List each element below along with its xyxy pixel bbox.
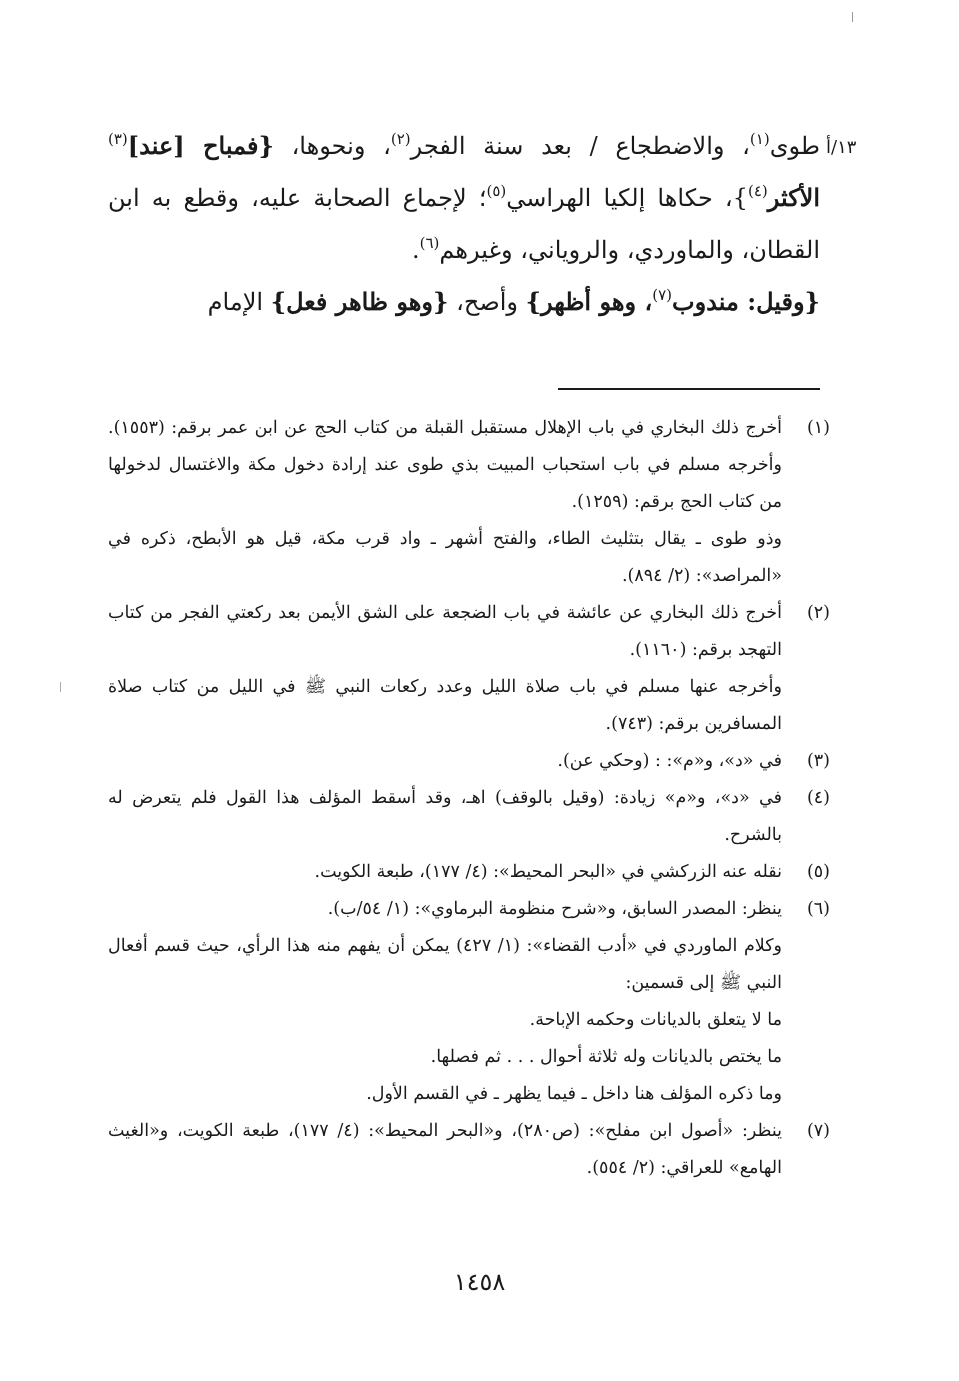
footnote-separator (558, 388, 820, 390)
footnote-paragraph: في «د»، و«م» زيادة: (وقيل بالوقف) اهـ، وقد أسقط المؤلف هذا القول فلم يتعرض له بالشرح. (108, 788, 782, 845)
matn-text: {وقيل: مندوب (671, 287, 820, 316)
footnotes (108, 410, 830, 1187)
text-run: ؛ لإجماع الصحابة عليه، وقطع به ابن القطان، والماوردي، والروياني، وغيرهم (108, 184, 820, 264)
text-run: . (411, 236, 420, 264)
footnote-number: (٦) (806, 899, 830, 919)
footnote-ref[interactable]: (٢) (390, 130, 411, 148)
manuscript-folio-ref: ١٣/أ (826, 137, 857, 158)
footnote (108, 1113, 830, 1187)
footnote-paragraph: وأخرجه عنها مسلم في باب صلاة الليل وعدد ركعات النبي ﷺ في الليل من كتاب صلاة المسافرين برقم: (٧٤٣). (108, 677, 782, 734)
footnote-body (108, 1113, 782, 1187)
footnote-paragraph: وكلام الماوردي في «أدب القضاء»: (١/ ٤٢٧) يمكن أن يفهم منه هذا الرأي، حيث قسم أفعال النبي ﷺ إلى قسمين: (108, 936, 782, 993)
footnote-paragraph: نقله عنه الزركشي في «البحر المحيط»: (٤/ ١٧٧)، طبعة الكويت. (314, 862, 782, 882)
matn-text: {فمباح [عند] (127, 131, 274, 160)
footnote (108, 410, 830, 595)
footnote-body (108, 410, 782, 595)
footnote-number: (٣) (806, 751, 830, 771)
footnote-paragraph: ما يختص بالديانات وله ثلاثة أحوال . . . ثم فصلها. (430, 1047, 782, 1067)
footnote (108, 854, 830, 891)
footnote-body (108, 854, 782, 891)
scan-mark (852, 12, 853, 22)
footnote-ref[interactable]: (٣) (108, 130, 128, 148)
footnote-number: (٤) (806, 788, 830, 808)
footnote-paragraph: وذو طوى ـ يقال بتثليث الطاء، والفتح أشهر ـ واد قرب مكة، قيل هو الأبطح، ذكره في «المراصد»: (٢/ ٨٩٤). (108, 529, 782, 586)
footnote-paragraph: ما لا يتعلق بالديانات وحكمه الإباحة. (529, 1010, 782, 1030)
footnote-paragraph: أخرج ذلك البخاري عن عائشة في باب الضجعة على الشق الأيمن بعد ركعتي الفجر من كتاب التهجد برقم: (١١٦٠). (108, 603, 782, 660)
text-run: ، ونحوها، (273, 132, 391, 160)
footnote-body (108, 595, 782, 743)
footnote-paragraph: ينظر: «أصول ابن مفلح»: (ص٢٨٠)، و«البحر المحيط»: (٤/ ١٧٧)، طبعة الكويت، و«الغيث الهامع» للعراقي: (٢/ ٥٥٤). (108, 1121, 783, 1178)
footnote-number: (١) (806, 418, 830, 438)
footnote-ref[interactable]: (٧) (652, 286, 672, 304)
footnote-ref[interactable]: (٤) (747, 182, 768, 200)
footnote-paragraph: ينظر: المصدر السابق، و«شرح منظومة البرماوي»: (١/ ٥٤/ب). (327, 899, 782, 919)
text-run: طوى (769, 132, 820, 160)
footnote-ref[interactable]: (٥) (486, 182, 507, 200)
footnote (108, 891, 830, 1113)
page-number: ١٤٥٨ (453, 1268, 506, 1296)
footnote-paragraph: في «د»، و«م»: : (وحكي عن). (557, 751, 782, 771)
main-text (108, 120, 820, 328)
footnote (108, 595, 830, 743)
text-run: ، والاضطجاع / بعد سنة الفجر (410, 132, 750, 160)
footnote-paragraph: أخرج ذلك البخاري في باب الإهلال مستقبل القبلة من كتاب الحج عن ابن عمر برقم: (١٥٥٣). وأخرجه مسلم في باب استحباب المبيت بذي طوى عند إرادة دخول مكة والاغتسال لدخولها من كتاب الحج برقم: (١٢٥٩). (108, 418, 783, 512)
footnote-number: (٧) (806, 1121, 830, 1141)
footnote-ref[interactable]: (١) (749, 130, 770, 148)
footnote-body (108, 743, 782, 780)
footnote-paragraph: وما ذكره المؤلف هنا داخل ـ فيما يظهر ـ في القسم الأول. (366, 1084, 782, 1104)
main-paragraph-1 (108, 120, 820, 276)
matn-text: {وهو ظاهر فعل} (270, 287, 449, 316)
text-run: الإمام (207, 288, 271, 316)
scan-mark (60, 682, 61, 692)
text-run: }، حكاها إلكيا الهراسي (506, 184, 748, 212)
footnote-body (108, 891, 782, 1113)
text-run: وأصح، (448, 288, 526, 316)
footnote (108, 743, 830, 780)
footnote-body (108, 780, 782, 854)
matn-text: الأكثر (767, 183, 820, 212)
matn-text: ، وهو أظهر} (525, 287, 653, 316)
footnote-ref[interactable]: (٦) (419, 234, 440, 252)
footnote-number: (٢) (806, 603, 830, 623)
footnote (108, 780, 830, 854)
footnote-number: (٥) (806, 862, 830, 882)
main-paragraph-2 (108, 276, 820, 328)
